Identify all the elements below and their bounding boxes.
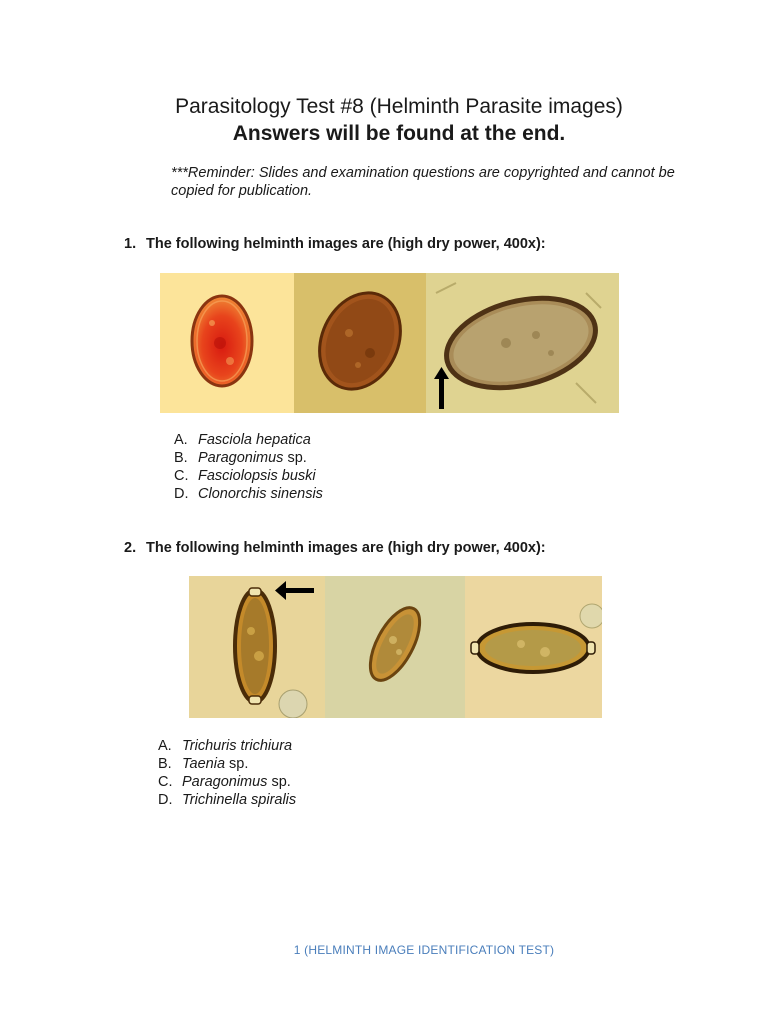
page-footer: 1 (HELMINTH IMAGE IDENTIFICATION TEST)	[293, 943, 555, 957]
question-1-images	[160, 273, 619, 413]
option-b[interactable]	[174, 449, 323, 467]
question-2-number: 2.	[124, 540, 137, 556]
fluke-egg-image-1	[160, 273, 294, 413]
option-letter: A.	[174, 432, 188, 448]
option-a[interactable]	[174, 431, 323, 449]
fluke-egg-image-3	[426, 273, 619, 413]
question-2-options	[158, 737, 296, 809]
option-b[interactable]	[158, 755, 296, 773]
copyright-reminder: ***Reminder: Slides and examination questions are copyrighted and cannot be copied for publication.	[171, 165, 675, 199]
option-a[interactable]	[158, 737, 296, 755]
option-letter: B.	[174, 450, 188, 466]
option-letter: C.	[158, 774, 173, 790]
option-name: Fasciolopsis buski	[198, 468, 316, 484]
question-1-prompt	[124, 236, 546, 252]
title-line-1: Parasitology Test #8 (Helminth Parasite images)	[175, 95, 623, 118]
question-1-number: 1.	[124, 236, 137, 252]
fluke-egg-image-2	[294, 273, 426, 413]
option-c[interactable]	[158, 773, 296, 791]
option-suffix: sp.	[283, 450, 307, 466]
option-name: Trichinella spiralis	[182, 792, 297, 808]
whipworm-egg-image-2	[325, 576, 465, 718]
question-2-text: The following helminth images are (high dry power, 400x):	[146, 540, 546, 556]
option-letter: A.	[158, 738, 172, 754]
option-letter: B.	[158, 756, 172, 772]
option-letter: C.	[174, 468, 189, 484]
option-name: Taenia	[182, 756, 226, 772]
option-name: Paragonimus	[182, 774, 268, 790]
option-name: Trichuris trichiura	[182, 738, 293, 754]
option-name: Clonorchis sinensis	[198, 486, 323, 502]
whipworm-egg-image-3	[465, 576, 602, 718]
question-1-text: The following helminth images are (high dry power, 400x):	[146, 236, 546, 252]
whipworm-egg-image-1	[189, 576, 325, 718]
option-c[interactable]	[174, 467, 323, 485]
option-suffix: sp.	[225, 756, 249, 772]
question-1-options	[174, 431, 323, 503]
option-letter: D.	[174, 486, 189, 502]
option-d[interactable]	[158, 791, 296, 809]
title-line-2: Answers will be found at the end.	[232, 122, 566, 145]
option-name: Paragonimus	[198, 450, 284, 466]
option-suffix: sp.	[267, 774, 291, 790]
question-2-images	[189, 576, 602, 718]
question-2-prompt	[124, 540, 546, 556]
option-name: Fasciola hepatica	[198, 432, 311, 448]
option-d[interactable]	[174, 485, 323, 503]
option-letter: D.	[158, 792, 173, 808]
